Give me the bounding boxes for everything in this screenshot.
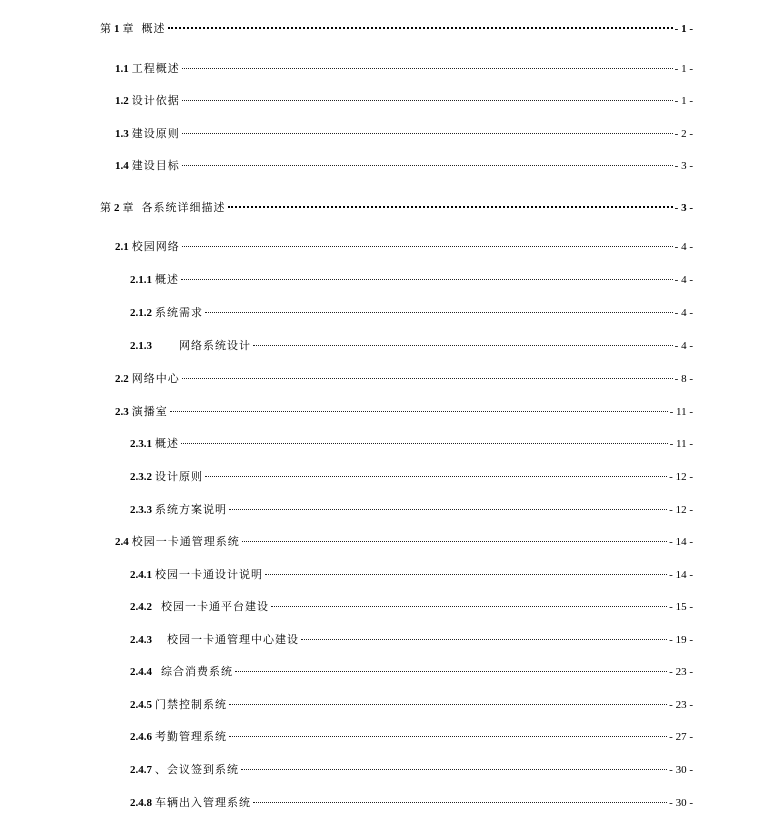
entry-title: 网络系统设计 bbox=[179, 339, 251, 352]
toc-entry[interactable] bbox=[130, 271, 693, 289]
page-number: - 11 - bbox=[669, 406, 693, 418]
toc-entry[interactable] bbox=[130, 501, 693, 519]
section-number: 2.4.6 bbox=[130, 731, 152, 743]
dot-leader bbox=[182, 68, 673, 69]
dot-leader bbox=[228, 206, 673, 208]
dot-leader bbox=[253, 802, 667, 803]
page-number: - 30 - bbox=[669, 764, 693, 776]
page-number: - 1 - bbox=[674, 63, 693, 75]
entry-title: 校园一卡通管理系统 bbox=[131, 535, 240, 548]
page-number: - 19 - bbox=[669, 634, 693, 646]
section-number: 2.4.5 bbox=[130, 699, 152, 711]
page-number: - 3 - bbox=[674, 160, 693, 172]
chapter-prefix: 第 bbox=[100, 201, 111, 214]
dot-leader bbox=[242, 541, 667, 542]
entry-title: 校园一卡通管理中心建设 bbox=[167, 633, 299, 646]
toc-entry[interactable] bbox=[115, 92, 693, 110]
section-number: 2.1.2 bbox=[130, 307, 152, 319]
page-number: - 4 - bbox=[674, 274, 693, 286]
section-number: 1.4 bbox=[115, 160, 129, 172]
dot-leader bbox=[205, 476, 667, 477]
entry-title: 设计依据 bbox=[131, 94, 180, 107]
dot-leader bbox=[241, 769, 667, 770]
dot-leader bbox=[229, 736, 667, 737]
page-number: - 27 - bbox=[669, 731, 693, 743]
toc-entry[interactable] bbox=[115, 533, 693, 551]
section-number: 2.4.3 bbox=[130, 634, 152, 646]
entry-title: 考勤管理系统 bbox=[155, 730, 227, 743]
page-number: - 11 - bbox=[669, 438, 693, 450]
section-number: 2.4.2 bbox=[130, 601, 152, 613]
chapter-number: 2 bbox=[114, 202, 120, 214]
page-number: - 12 - bbox=[669, 504, 693, 516]
dot-leader bbox=[182, 246, 673, 247]
toc-entry[interactable] bbox=[130, 663, 693, 681]
toc-entry[interactable] bbox=[130, 728, 693, 746]
section-number: 2.4.7 bbox=[130, 764, 152, 776]
page-number: - 4 - bbox=[674, 340, 693, 352]
page-number: - 23 - bbox=[669, 699, 693, 711]
dot-leader bbox=[181, 443, 668, 444]
toc-entry[interactable] bbox=[115, 238, 693, 256]
entry-title: 概述 bbox=[141, 22, 166, 35]
toc-entry[interactable] bbox=[130, 468, 693, 486]
dot-leader bbox=[205, 312, 673, 313]
page-number: - 4 - bbox=[674, 241, 693, 253]
entry-title: 概述 bbox=[155, 437, 179, 450]
page-number: - 1 - bbox=[674, 95, 693, 107]
dot-leader bbox=[182, 100, 673, 101]
toc-entry[interactable] bbox=[130, 598, 693, 616]
entry-title: 系统需求 bbox=[155, 306, 203, 319]
entry-title: 车辆出入管理系统 bbox=[155, 796, 251, 809]
entry-title: 建设目标 bbox=[131, 159, 180, 172]
entry-title: 网络中心 bbox=[131, 372, 180, 385]
page-number: - 1 - bbox=[674, 23, 693, 35]
section-number: 2.1.3 bbox=[130, 340, 152, 352]
toc-entry[interactable] bbox=[115, 403, 693, 421]
entry-title: 工程概述 bbox=[131, 62, 180, 75]
toc-entry[interactable] bbox=[130, 304, 693, 322]
toc-entry[interactable] bbox=[115, 125, 693, 143]
dot-leader bbox=[229, 509, 667, 510]
page-number: - 12 - bbox=[669, 471, 693, 483]
page-number: - 14 - bbox=[669, 569, 693, 581]
dot-leader bbox=[271, 606, 667, 607]
dot-leader bbox=[265, 574, 667, 575]
dot-leader bbox=[170, 411, 668, 412]
entry-title: 演播室 bbox=[131, 405, 168, 418]
dot-leader bbox=[182, 133, 673, 134]
page-number: - 8 - bbox=[674, 373, 693, 385]
section-number: 2.4 bbox=[115, 536, 129, 548]
section-number: 1.1 bbox=[115, 63, 129, 75]
section-number: 2.4.1 bbox=[130, 569, 152, 581]
page-number: - 14 - bbox=[669, 536, 693, 548]
entry-title: 校园网络 bbox=[131, 240, 180, 253]
toc-entry[interactable] bbox=[130, 794, 693, 812]
page-number: - 3 - bbox=[674, 202, 693, 214]
entry-title: 各系统详细描述 bbox=[141, 201, 226, 214]
entry-title: 校园一卡通平台建设 bbox=[161, 600, 269, 613]
page-number: - 2 - bbox=[674, 128, 693, 140]
toc-entry[interactable] bbox=[115, 370, 693, 388]
chapter-number: 1 bbox=[114, 23, 120, 35]
entry-title: 建设原则 bbox=[131, 127, 180, 140]
dot-leader bbox=[182, 378, 673, 379]
toc-chapter-entry[interactable] bbox=[100, 199, 693, 217]
section-number: 2.1.1 bbox=[130, 274, 152, 286]
dot-leader bbox=[301, 639, 667, 640]
toc-chapter-entry[interactable] bbox=[100, 20, 693, 38]
dot-leader bbox=[181, 279, 673, 280]
entry-title: 校园一卡通设计说明 bbox=[155, 568, 263, 581]
section-number: 2.3.3 bbox=[130, 504, 152, 516]
dot-leader bbox=[168, 27, 673, 29]
toc-entry[interactable] bbox=[130, 566, 693, 584]
entry-title: 设计原则 bbox=[155, 470, 203, 483]
section-number: 2.3 bbox=[115, 406, 129, 418]
toc-entry[interactable] bbox=[130, 435, 693, 453]
section-number: 2.4.4 bbox=[130, 666, 152, 678]
page-number: - 30 - bbox=[669, 797, 693, 809]
dot-leader bbox=[182, 165, 673, 166]
entry-title: 系统方案说明 bbox=[155, 503, 227, 516]
page-number: - 23 - bbox=[669, 666, 693, 678]
toc-entry[interactable] bbox=[115, 157, 693, 175]
section-number: 1.2 bbox=[115, 95, 129, 107]
dot-leader bbox=[253, 345, 673, 346]
chapter-suffix: 章 bbox=[122, 201, 134, 214]
section-number: 2.4.8 bbox=[130, 797, 152, 809]
toc-entry[interactable] bbox=[130, 337, 693, 355]
page-number: - 4 - bbox=[674, 307, 693, 319]
toc-entry[interactable] bbox=[130, 631, 693, 649]
section-number: 2.3.1 bbox=[130, 438, 152, 450]
section-number: 2.2 bbox=[115, 373, 129, 385]
dot-leader bbox=[229, 704, 667, 705]
toc-entry[interactable] bbox=[115, 60, 693, 78]
entry-title: 门禁控制系统 bbox=[155, 698, 227, 711]
toc-entry[interactable] bbox=[130, 696, 693, 714]
toc-entry[interactable] bbox=[130, 761, 693, 779]
entry-title: 、会议签到系统 bbox=[155, 763, 239, 776]
dot-leader bbox=[235, 671, 667, 672]
section-number: 2.1 bbox=[115, 241, 129, 253]
page-number: - 15 - bbox=[669, 601, 693, 613]
entry-title: 概述 bbox=[155, 273, 179, 286]
chapter-suffix: 章 bbox=[122, 22, 134, 35]
section-number: 1.3 bbox=[115, 128, 129, 140]
chapter-prefix: 第 bbox=[100, 22, 111, 35]
entry-title: 综合消费系统 bbox=[161, 665, 233, 678]
section-number: 2.3.2 bbox=[130, 471, 152, 483]
